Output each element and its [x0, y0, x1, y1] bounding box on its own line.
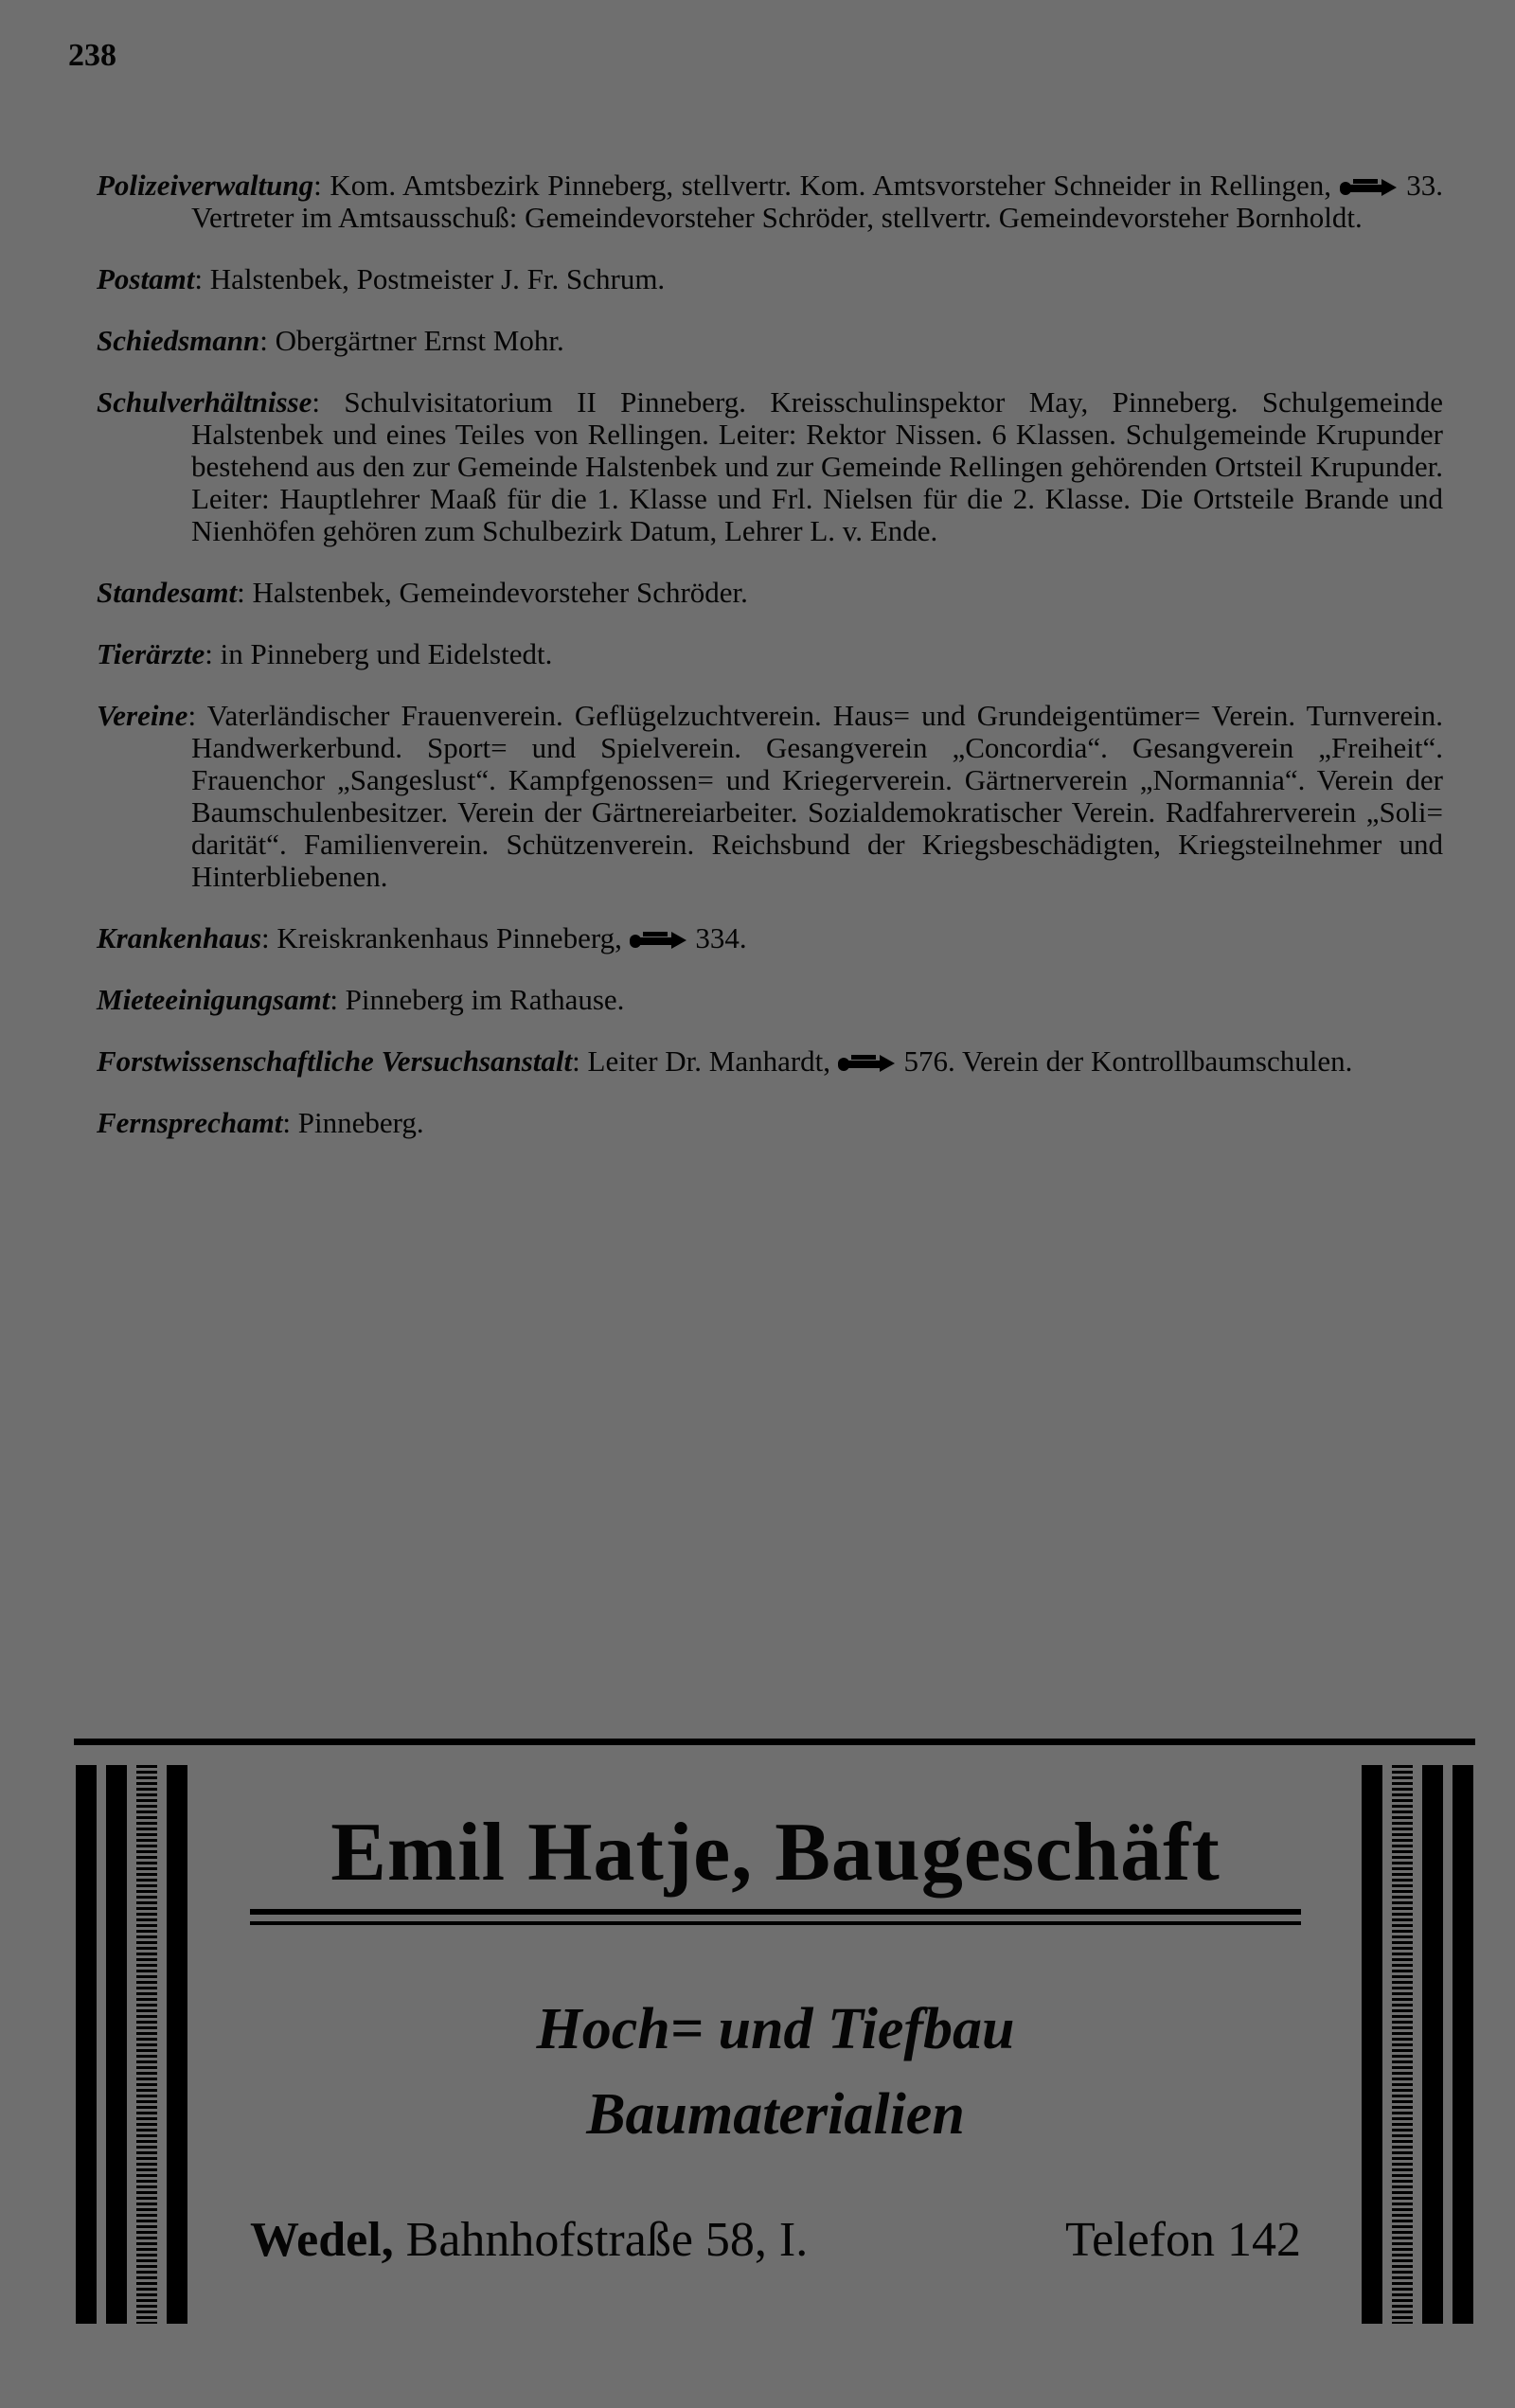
telephone-icon	[1340, 177, 1399, 198]
border-bar-striped	[136, 1765, 157, 2324]
border-bar	[76, 1765, 97, 2324]
ad-phone: Telefon 142	[1064, 2213, 1301, 2267]
entry-text: : Pinneberg im Rathause.	[330, 983, 625, 1016]
entry-label: Forstwissenschaftliche Versuchsanstalt	[97, 1044, 573, 1078]
ad-left-border	[76, 1765, 187, 2324]
entry-label: Mieteeinigungsamt	[97, 983, 330, 1016]
entry-text: : Halstenbek, Gemeindevorsteher Schröder.	[237, 576, 748, 609]
directory-entries	[97, 140, 1443, 1146]
border-bar	[1453, 1765, 1473, 2324]
telephone-icon	[630, 930, 688, 951]
entry-label: Fernsprechamt	[97, 1106, 283, 1139]
border-bar	[1422, 1765, 1443, 2324]
ad-contact	[250, 2212, 1301, 2268]
entry-label: Tierärzte	[97, 637, 205, 670]
entry-krankenhaus	[97, 922, 1443, 954]
ad-services: Hoch= und Tiefbau	[536, 1997, 1015, 2061]
entry-forstwissenschaftliche-versuchsanstalt	[97, 1045, 1443, 1078]
border-bar	[167, 1765, 187, 2324]
entry-standesamt	[97, 577, 1443, 609]
ad-rule	[250, 1909, 1301, 1915]
border-bar-striped	[1392, 1765, 1413, 2324]
ad-materials: Baumaterialien	[586, 2082, 965, 2147]
entry-text: : Halstenbek, Postmeister J. Fr. Schrum.	[194, 262, 666, 295]
entry-fernsprechamt	[97, 1107, 1443, 1139]
border-bar	[106, 1765, 127, 2324]
entry-label: Postamt	[97, 262, 195, 295]
entry-postamt	[97, 263, 1443, 295]
entry-tieraerzte	[97, 638, 1443, 670]
entry-label: Schiedsmann	[97, 324, 260, 357]
entry-text-after: 576. Verein der Kontrollbaumschulen.	[896, 1044, 1353, 1078]
entry-label: Standesamt	[97, 576, 238, 609]
entry-text: : Kreiskrankenhaus Pinneberg,	[261, 921, 630, 954]
page-number: 238	[68, 38, 116, 73]
telephone-icon	[838, 1053, 897, 1074]
entry-mieteeinigungsamt	[97, 984, 1443, 1016]
entry-label: Vereine	[97, 699, 188, 732]
ad-address-line	[250, 2212, 808, 2268]
entry-schulverhaeltnisse	[97, 386, 1443, 547]
entry-polizeiverwaltung	[97, 169, 1443, 234]
entry-label: Polizeiverwaltung	[97, 169, 314, 202]
ad-right-border	[1362, 1765, 1473, 2324]
entry-text-after: 33. Vertreter im Amtsausschuß: Gemeindevorsteher Schröder, stellvertr. Gemeindevorsteher Bornholdt.	[191, 169, 1443, 234]
entry-label: Schulverhältnisse	[97, 385, 312, 419]
advertisement	[74, 1739, 1475, 2324]
entry-label: Krankenhaus	[97, 921, 262, 954]
ad-town: Wedel,	[250, 2213, 394, 2267]
entry-text: : Leiter Dr. Manhardt,	[572, 1044, 838, 1078]
entry-text: : Pinneberg.	[282, 1106, 424, 1139]
entry-text: : Schulvisitatorium II Pinneberg. Kreisschulinspektor May, Pinneberg. Schulgemeinde Halstenbek und eines Teiles von Rellingen. Leiter: Rektor Nissen. 6 Klassen. Schulgemeinde Krupunder bestehend aus den zur Gemeinde Halstenbek und zur Gemeinde Rellingen gehörenden Ortsteil Krupunder. Leiter: Hauptlehrer Maaß für die 1. Klasse und Frl. Nielsen für die 2. Klasse. Die Ortsteile Brande und Nienhöfen gehören zum Schulbezirk Datum, Lehrer L. v. Ende.	[191, 385, 1443, 547]
entry-vereine	[97, 700, 1443, 893]
entry-text: : Vaterländischer Frauenverein. Geflügelzuchtverein. Haus= und Grundeigentümer= Verein. Turnverein. Handwerkerbund. Sport= und Spielverein. Gesangverein „Concordia“. Gesangverein „Freiheit“. Frauenchor „Sangeslust“. Kampfgenossen= und Kriegerverein. Gärtnerverein „Normannia“. Verein der Baumschulenbesitzer. Verein der Gärtnereiarbeiter. Sozialdemokratischer Verein. Radfahrerverein „Soli= darität“. Familienverein. Schützenverein. Reichsbund der Kriegsbeschädigten, Kriegsteilnehmer und Hinterbliebenen.	[187, 699, 1443, 893]
entry-text: : Obergärtner Ernst Mohr.	[259, 324, 564, 357]
entry-text: : Kom. Amtsbezirk Pinneberg, stellvertr. Kom. Amtsvorsteher Schneider in Rellingen,	[313, 169, 1340, 202]
ad-top-rule	[74, 1739, 1475, 1745]
border-bar	[1362, 1765, 1382, 2324]
ad-address: Bahnhofstraße 58, I.	[393, 2213, 809, 2267]
ad-title: Emil Hatje, Baugeschäft	[330, 1807, 1221, 1899]
entry-text: : in Pinneberg und Eidelstedt.	[205, 637, 553, 670]
entry-text-after: 334.	[687, 921, 747, 954]
ad-rule	[250, 1921, 1301, 1925]
entry-schiedsmann	[97, 325, 1443, 357]
